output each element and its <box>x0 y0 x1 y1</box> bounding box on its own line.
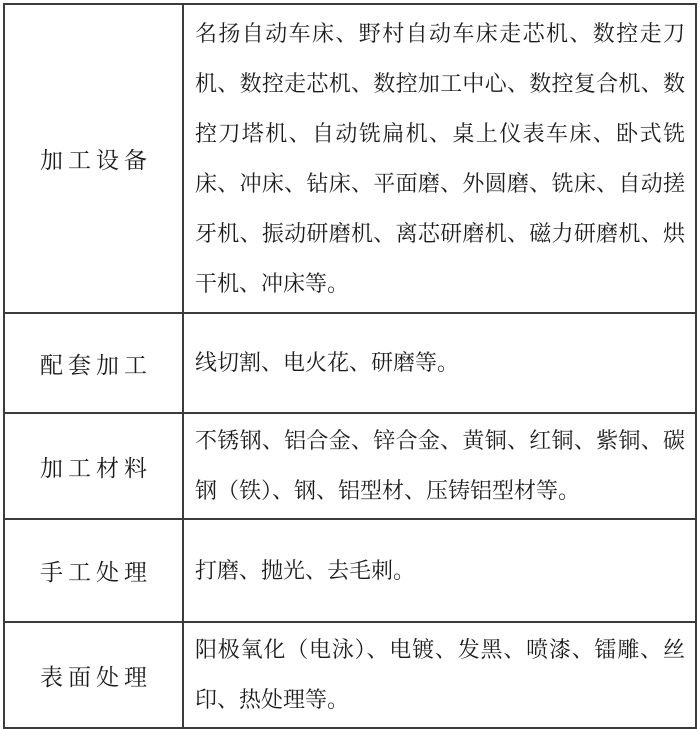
row-label-surface-treatment: 表面处理 <box>4 622 183 728</box>
row-content-processing-materials: 不锈钢、铝合金、锌合金、黄铜、红铜、紫铜、碳钢（铁）、钢、铝型材、压铸铝型材等。 <box>183 413 696 519</box>
table-row-processing-equipment <box>4 4 696 313</box>
table-row-supporting-processing <box>4 313 696 413</box>
row-label-processing-materials: 加工材料 <box>4 413 183 519</box>
table-row-manual-processing <box>4 519 696 622</box>
row-label-processing-equipment: 加工设备 <box>4 4 183 313</box>
machining-capability-table <box>3 3 697 729</box>
row-content-manual-processing: 打磨、抛光、去毛刺。 <box>183 519 696 622</box>
table-row-processing-materials <box>4 413 696 519</box>
row-content-processing-equipment: 名扬自动车床、野村自动车床走芯机、数控走刀机、数控走芯机、数控加工中心、数控复合机、数控刀塔机、自动铣扁机、桌上仪表车床、卧式铣床、冲床、钻床、平面磨、外圆磨、铣床、自动搓牙机、振动研磨机、离芯研磨机、磁力研磨机、烘干机、冲床等。 <box>183 4 696 313</box>
row-content-surface-treatment: 阳极氧化（电泳）、电镀、发黑、喷漆、镭雕、丝印、热处理等。 <box>183 622 696 728</box>
row-content-supporting-processing: 线切割、电火花、研磨等。 <box>183 313 696 413</box>
row-label-supporting-processing: 配套加工 <box>4 313 183 413</box>
table-row-surface-treatment <box>4 622 696 728</box>
row-label-manual-processing: 手工处理 <box>4 519 183 622</box>
